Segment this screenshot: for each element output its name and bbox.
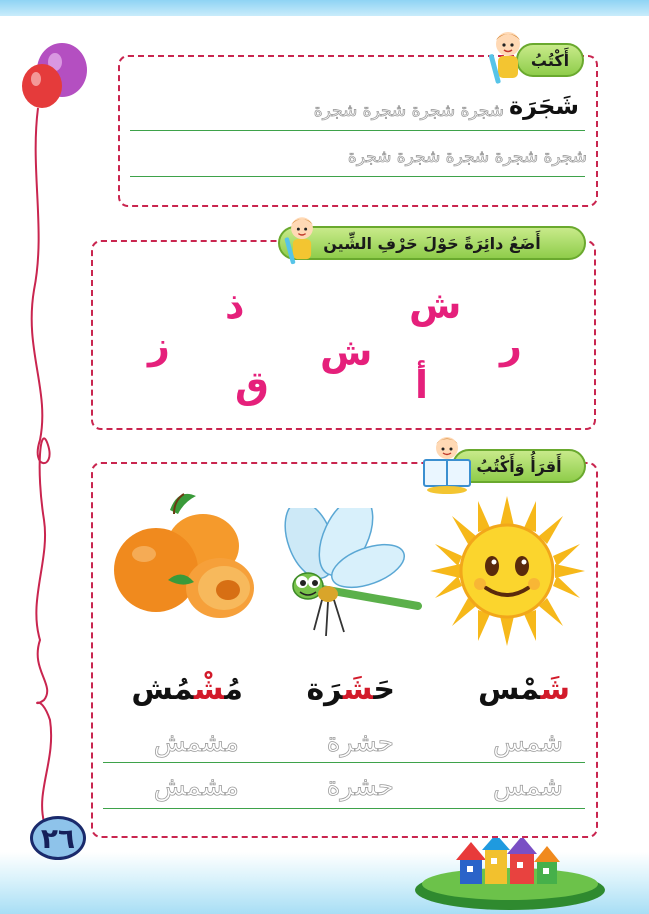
guide-line-1 [130,130,585,131]
word-shams [478,672,570,707]
word-hashara-highlight: شَ [342,672,374,707]
word-hashara [306,672,395,707]
guide-line-3 [103,762,585,763]
letter-sheen-1[interactable]: ش [409,283,462,327]
letter-zay[interactable]: ز [148,323,170,367]
word-shams-highlight: شَ [540,672,570,707]
page-number: ٢٦ [30,816,86,860]
word-mishmish-rest: مُش [131,672,194,707]
trace-shams-1: شمس [493,728,563,758]
trace-mishmish-1: مشمش [153,728,239,758]
word-hashara-start: حَ [373,672,395,707]
trace-line-1: شجرة شجرة شجرة شجرة [313,101,504,121]
balloon-icon [22,43,87,108]
word-mishmish-highlight: شْ [193,672,225,707]
dragonfly-icon [268,508,423,643]
kid-pencil-icon [282,212,322,268]
write-heading: أَكْتُبُ [516,43,584,77]
trace-hashara-2: حشرة [326,772,394,802]
trace-shams-2: شمس [493,772,563,802]
apricot-icon [108,488,263,623]
word-shams-rest: مْس [477,672,541,707]
guide-line-4 [103,808,585,809]
trace-hashara-1: حشرة [326,728,394,758]
circle-letter-heading: أَضَعُ دائِرَةً حَوْلَ حَرْفِ الشِّين [278,226,586,260]
letter-alif[interactable]: أ [415,363,429,407]
bottom-band [0,852,649,914]
sun-icon [430,496,585,646]
word-hashara-rest: رَة [306,672,343,707]
letter-qaf[interactable]: ق [235,363,269,407]
guide-line-2 [130,176,585,177]
word-mishmish-start: مُ [224,672,243,707]
word-mishmish [131,672,243,707]
letter-sheen-2[interactable]: ش [320,330,373,374]
model-word-shajara: شَجَرَة [509,92,579,120]
trace-mishmish-2: مشمش [153,772,239,802]
top-band [0,0,649,16]
letter-dhal[interactable]: ذ [225,283,245,327]
letter-ra[interactable]: ر [500,323,522,367]
trace-line-2: شجرة شجرة شجرة شجرة شجرة [347,147,587,167]
kid-pencil-icon [486,28,530,86]
read-write-heading: أَقرَأُ وَأَكْتُبُ [452,449,586,483]
kid-reading-icon [420,434,474,494]
